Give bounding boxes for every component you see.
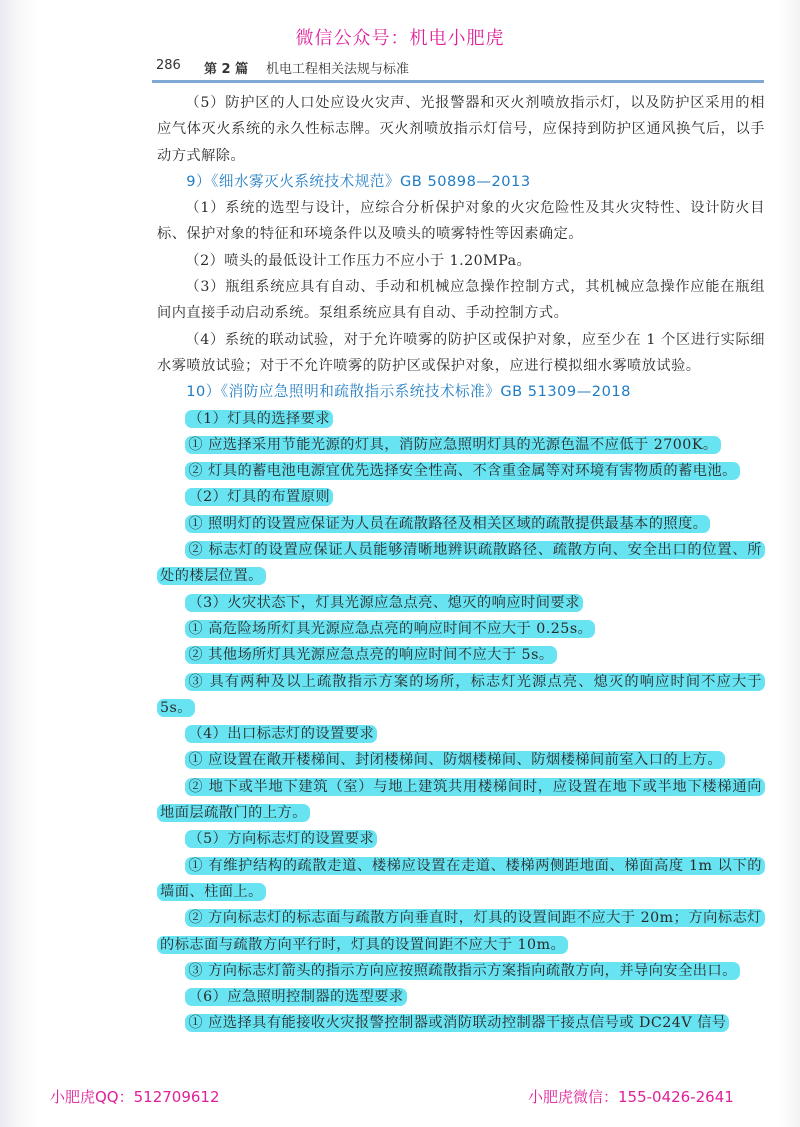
- highlighted-text: （2）灯具的布置原则: [185, 488, 333, 506]
- highlighted-text: ③ 具有两种及以上疏散指示方案的场所，标志灯光源点亮、熄灭的响应时间不应大于 5s。: [157, 673, 765, 717]
- page-header: [156, 58, 764, 80]
- paragraph-text: （3）瓶组系统应具有自动、手动和机械应急操作控制方式，其机械应急操作应能在瓶组间内直接手动启动系统。泵组系统应具有自动、手动控制方式。: [157, 279, 765, 322]
- paragraph: [157, 90, 765, 169]
- paragraph: [157, 484, 765, 510]
- paragraph: [157, 1010, 765, 1036]
- highlighted-text: ② 其他场所灯具光源应急点亮的响应时间不应大于 5s。: [185, 646, 556, 664]
- paragraph: [157, 905, 765, 958]
- paragraph-text: 10）《消防应急照明和疏散指示系统技术标准》GB 51309—2018: [186, 383, 631, 401]
- highlighted-text: ② 地下或半地下建筑（室）与地上建筑共用楼梯间时，应设置在地下或半地下楼梯通向地面层疏散门的上方。: [157, 778, 765, 822]
- header-rule: [152, 80, 764, 83]
- paragraph-text: （4）系统的联动试验，对于允许喷雾的防护区或保护对象，应至少在 1 个区进行实际细水雾喷放试验；对于不允许喷雾的防护区或保护对象，应进行模拟细水雾喷放试验。: [157, 331, 765, 374]
- paragraph-text: 9）《细水雾灭火系统技术规范》GB 50898—2013: [186, 172, 531, 190]
- paragraph: [157, 511, 765, 537]
- highlighted-text: （5）方向标志灯的设置要求: [185, 830, 377, 848]
- highlighted-text: ① 应选择具有能接收火灾报警控制器或消防联动控制器干接点信号或 DC24V 信号: [185, 1014, 729, 1032]
- watermark-wechat: 小肥虎微信：155-0426-2641: [528, 1088, 734, 1106]
- section-heading: [157, 379, 765, 405]
- paragraph: [157, 669, 765, 722]
- chapter-title: 机电工程相关法规与标准: [266, 62, 410, 77]
- paragraph: [157, 826, 765, 852]
- paragraph: [157, 248, 765, 274]
- paragraph: [157, 590, 765, 616]
- body-text: [157, 90, 765, 1037]
- paragraph: [157, 537, 765, 590]
- paragraph-text: （5）防护区的人口处应设火灾声、光报警器和灭火剂喷放指示灯，以及防护区采用的相应气体灭火系统的永久性标志牌。灭火剂喷放指示灯信号，应保持到防护区通风换气后，以手动方式解除。: [157, 95, 765, 164]
- part-label: 第 2 篇: [204, 62, 249, 77]
- paragraph-text: （2）喷头的最低设计工作压力不应小于 1.20MPa。: [185, 252, 532, 269]
- paragraph: [157, 274, 765, 327]
- highlighted-text: ① 照明灯的设置应保证为人员在疏散路径及相关区域的疏散提供最基本的照度。: [185, 515, 710, 533]
- section-heading: [157, 169, 765, 195]
- highlighted-text: ② 灯具的蓄电池电源宜优先选择安全性高、不含重金属等对环境有害物质的蓄电池。: [185, 462, 739, 480]
- watermark-qq: 小肥虎QQ：512709612: [50, 1088, 220, 1106]
- paragraph: [157, 853, 765, 906]
- highlighted-text: （3）火灾状态下，灯具光源应急点亮、熄灭的响应时间要求: [185, 594, 582, 612]
- paragraph: [157, 984, 765, 1010]
- highlighted-text: ② 方向标志灯的标志面与疏散方向垂直时，灯具的设置间距不应大于 20m；方向标志灯的标志面与疏散方向平行时，灯具的设置间距不应大于 10m。: [157, 909, 765, 953]
- paragraph: [157, 406, 765, 432]
- paragraph: [157, 432, 765, 458]
- paragraph: [157, 774, 765, 827]
- watermark-top: 微信公众号：机电小肥虎: [295, 28, 505, 49]
- highlighted-text: （4）出口标志灯的设置要求: [185, 725, 377, 743]
- paragraph: [157, 327, 765, 380]
- highlighted-text: ① 应选择采用节能光源的灯具，消防应急照明灯具的光源色温不应低于 2700K。: [185, 436, 720, 454]
- highlighted-text: （6）应急照明控制器的选型要求: [185, 988, 406, 1006]
- paragraph: [157, 458, 765, 484]
- highlighted-text: （1）灯具的选择要求: [185, 410, 333, 428]
- highlighted-text: ① 有维护结构的疏散走道、楼梯应设置在走道、楼梯两侧距地面、梯面高度 1m 以下的墙面、柱面上。: [157, 857, 765, 901]
- highlighted-text: ③ 方向标志灯箭头的指示方向应按照疏散指示方案指向疏散方向，并导向安全出口。: [185, 962, 739, 980]
- highlighted-text: ② 标志灯的设置应保证人员能够清晰地辨识疏散路径、疏散方向、安全出口的位置、所处的楼层位置。: [157, 541, 765, 585]
- paragraph: [157, 616, 765, 642]
- paragraph: [157, 721, 765, 747]
- highlighted-text: ① 应设置在敞开楼梯间、封闭楼梯间、防烟楼梯间、防烟楼梯间前室入口的上方。: [185, 751, 725, 769]
- paragraph: [157, 195, 765, 248]
- paragraph: [157, 642, 765, 668]
- highlighted-text: ① 高危险场所灯具光源应急点亮的响应时间不应大于 0.25s。: [185, 620, 595, 638]
- page-number: 286: [156, 58, 181, 73]
- paragraph-text: （1）系统的选型与设计，应综合分析保护对象的火灾危险性及其火灾特性、设计防火目标、保护对象的特征和环境条件以及喷头的喷雾特性等因素确定。: [157, 200, 765, 243]
- paragraph: [157, 747, 765, 773]
- paragraph: [157, 958, 765, 984]
